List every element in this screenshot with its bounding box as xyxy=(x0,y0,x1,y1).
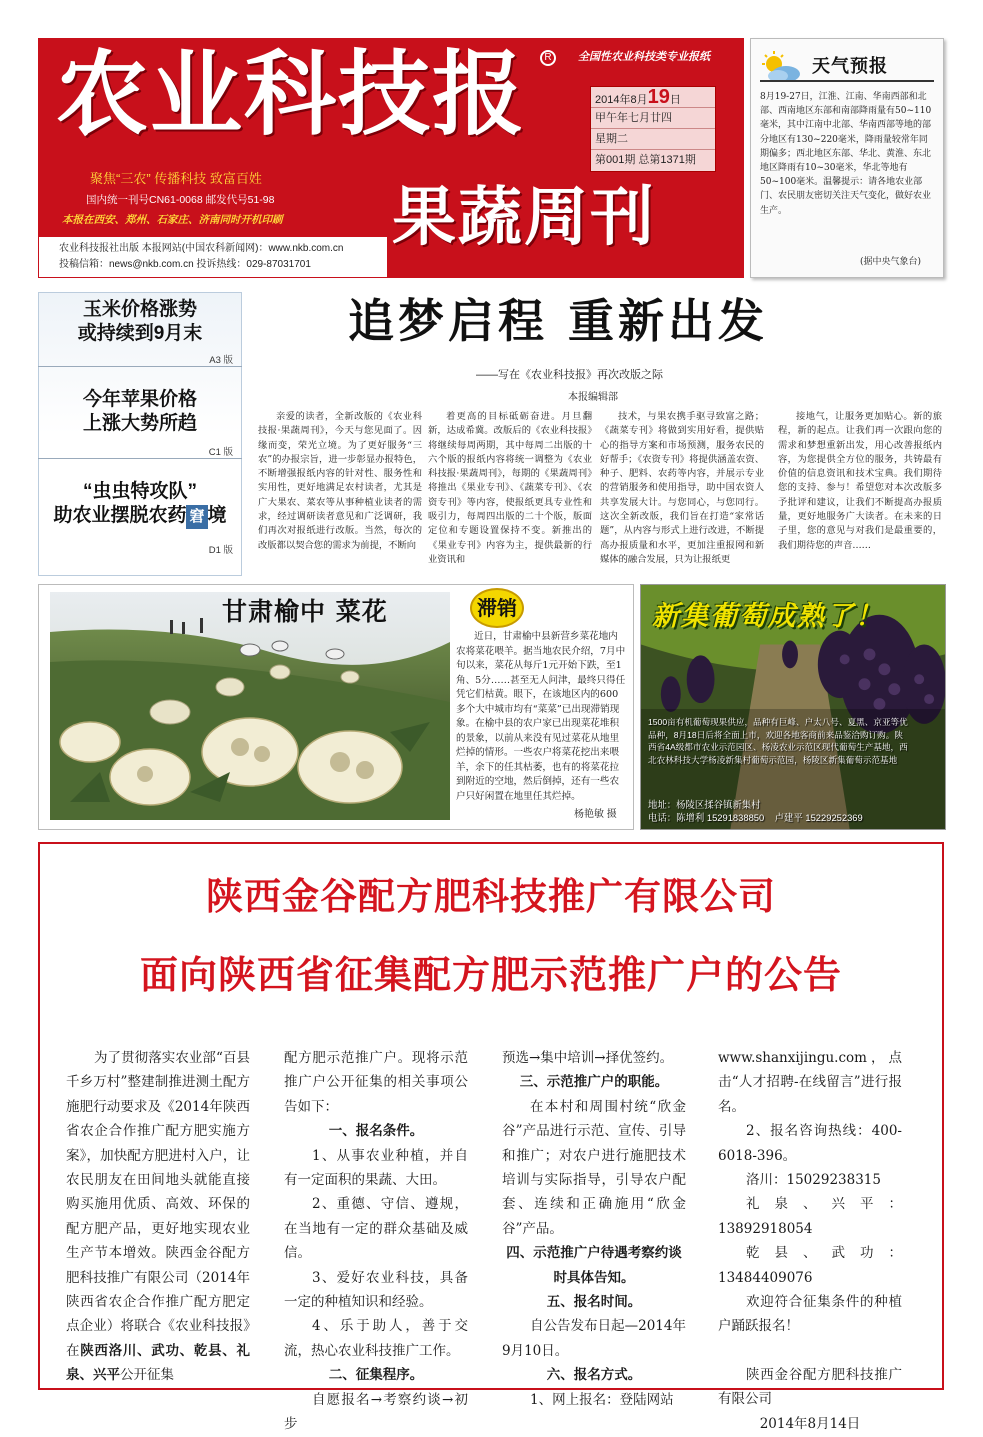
notice-phone-luochuan[interactable]: 洛川：15029238315 xyxy=(746,1172,881,1189)
printing-cities: 本报在西安、郑州、石家庄、济南同时开机印刷 xyxy=(62,214,283,226)
weather-title: 天气预报 xyxy=(812,56,888,77)
issue-date: 2014年8月19日 xyxy=(591,87,715,108)
lead-headline: 追梦启程 重新出发 xyxy=(348,294,769,348)
lead-subtitle: ——写在《农业科技报》再次改版之际 xyxy=(476,369,663,381)
grape-feature-title: 新集葡萄成熟了！ xyxy=(652,601,884,632)
issue-date-day: 19 xyxy=(647,86,670,108)
lead-byline: 本报编辑部 xyxy=(568,392,618,403)
weather-source: (据中央气象台) xyxy=(860,257,922,267)
masthead-tagline: 全国性农业科技类专业报纸 xyxy=(578,51,710,63)
grape-feature-text: 1500亩有机葡萄现果供应，品种有巨峰、户太八号、夏黑、京亚等优品种，8月18日后将全面上市，欢迎各地客商前来品鉴洽购订购。陕西省4A级都市农业示范园区、杨凌农业示范区现代葡萄生产基地，西北农林科技大学杨凌新集村葡萄示范园，杨陵区新集葡萄示范基地 xyxy=(648,717,908,765)
masthead-slogan: 聚焦“三农” 传播科技 致富百姓 xyxy=(90,171,262,186)
issue-number: 第001期 总第1371期 xyxy=(595,154,696,166)
notice-hotline[interactable]: 2、报名咨询热线：400-6018-396。 xyxy=(718,1123,902,1164)
teaser-highlight-tag: 窘 xyxy=(186,505,207,529)
issn-line: 国内统一刊号CN61-0068 邮发代号51-98 xyxy=(86,194,275,206)
grape-phone-2[interactable]: 卢建平 15229252369 xyxy=(774,812,863,823)
newspaper-logo: 农业科技报 xyxy=(56,40,527,148)
unsold-badge: 滞销 xyxy=(470,588,524,628)
issue-date-box xyxy=(590,86,716,172)
notice-column-2: 配方肥示范推广户。现将示范推广户公开征集的相关事项公告如下： 一、报名条件。 1、从事农业种植，并自有一定面积的果蔬、大田。 2、重德、守信、遵规，在当地有一定的群众基础及威信。 3、爱好农业科技，具备一定的种植知识和经验。 4、乐于助人，善于交流，热心农业科技推广工作。 二、征集程序。 自愿报名→考察约谈→初步 xyxy=(284,1050,468,1433)
notice-title-company: 陕西金谷配方肥科技推广有限公司 xyxy=(206,875,776,918)
notice-title-main: 面向陕西省征集配方肥示范推广户的公告 xyxy=(139,953,842,997)
weekly-title: 果蔬周刊 xyxy=(392,180,656,255)
teaser-ref-c1: C1 版 xyxy=(208,447,233,458)
teaser-divider xyxy=(38,458,242,459)
photo-story-text: 近日，甘肃榆中县新营乡菜花地内农将菜花喂羊。据当地农民介绍，7月中旬以来，菜花从每斤1元开始下跌，至1角、5分……甚至无人问津，最终只得任凭它们枯黄。眼下，在该地区内的600多个大中城市均有“菜菜”已出现滞销现象。在榆中县的农户家已出现菜花堆积的景象，以前从来没有见过菜花从地里烂掉的情形。一些农户将菜花挖出来喂羊，余下的任其枯萎，也有的将菜花拉到附近的空地，然后倒掉，还有一些农户只好闲置在地里任其烂掉。 xyxy=(456,631,626,802)
registered-mark: R xyxy=(540,50,556,66)
notice-column-4: www.shanxijingu.com，点击“人才招聘-在线留言”进行报名。 2、报名咨询热线：400-6018-396。 洛川：15029238315 礼泉、兴平：13892918054 乾县、武功：13484409076 欢迎符合征集条件的种植户踊跃报名！ 陕西金谷配方肥科技推广有限公司 2014年8月14日 xyxy=(718,1046,902,1436)
lead-column-4: 接地气，让服务更加贴心。新的旅程，新的起点。让我们再一次跟向您的需求和梦想重新出发，用心改善报纸内容，为您提供全方位的服务，共铸最有价值的信息资讯和技术宝典。我们期待您的支持、参与！希望您对本次改版多予批评和建议，让我们不断提高办报质量，更好地服务广大读者。在未来的日子里，您的意见与对我们是最重要的，我们期待您的声音…… xyxy=(778,411,942,551)
grape-contact xyxy=(648,798,918,824)
grape-phone-1[interactable]: 电话：陈增利 15291838850 xyxy=(648,812,765,823)
weather-divider xyxy=(760,80,934,82)
contact-email-hotline[interactable]: 投稿信箱：news@nkb.com.cn 投诉热线：029-87031701 xyxy=(59,259,311,270)
lead-column-2: 着更高的目标砥砺奋进。月旦翻新，达成希冀。改版后的《农业科技报》将继续每周两期，其中每周二出版的十六个版的报纸内容将统一调整为《农业科技报·果蔬周刊》，每期的《果蔬周刊》将推出《果业专刊》、《蔬菜专刊》、《农资专刊》等内容，使报纸更具专业性和吸引力，每周四出版的二十个版，版面定位和专题设置保持不变。新推出的《果业专刊》内容为主，提供最新的行业资讯和 xyxy=(428,411,592,565)
sun-cloud-icon xyxy=(758,50,804,84)
notice-column-1: 为了贯彻落实农业部“百县千乡万村”整建制推进测土配方施肥行动要求及《2014年陕西省农企合作推广配方肥实施方案》，加快配方肥进村入户，让农民朋友在田间地头就能直接购买施用优质、高效、环保的配方肥产品，更好地实现农业生产节本增效。陕西金谷配方肥科技推广有限公司（2014年陕西省农企合作推广配方肥定点企业）将联合《农业科技报》在陕西洛川、武功、乾县、礼泉、兴平公开征集 xyxy=(66,1050,251,1384)
contact-website[interactable]: 农业科技报社出版 本报网站(中国农科新闻网)：www.nkb.com.cn xyxy=(59,243,344,254)
contact-box xyxy=(38,236,388,278)
notice-phone-qianxian[interactable]: 乾县、武功：13484409076 xyxy=(718,1245,902,1286)
teaser-ref-d1: D1 版 xyxy=(208,545,233,556)
notice-website[interactable]: www.shanxijingu.com，点击“人才招聘-在线留言”进行报名。 xyxy=(718,1050,902,1115)
weekday: 星期二 xyxy=(591,129,715,150)
teaser-divider xyxy=(38,366,242,367)
teaser-apple-price[interactable]: 今年苹果价格 上涨大势所趋 xyxy=(82,389,197,434)
lunar-date: 甲午年七月廿四 xyxy=(591,108,715,129)
photo-story-title: 甘肃榆中 菜花 xyxy=(222,597,388,626)
lead-column-1: 亲爱的读者，全新改版的《农业科技报·果蔬周刊》，今天与您见面了。因缘而变，荣光立境。为了更好服务“三农”的办报宗旨，进一步彰显办报特色，不断增强报纸内容的针对性、服务性和实用性，更好地满足农村读者，尤其是广大果农、菜农等从事种植业读者的需求，经过调研读者意见和广泛调研，我们再次对报纸进行改版。当然，每次的改版都以契合您的需求为前提，不断向 xyxy=(258,411,422,551)
teaser-corn-price[interactable]: 玉米价格涨势 或持续到9月末 xyxy=(77,299,203,344)
grape-address: 地址：杨陵区揉谷镇新集村 xyxy=(648,799,761,810)
lead-column-3: 技术，与果农携手驱寻致富之路；《蔬菜专刊》将做到实用好看，提供贴心的指导方案和市场预测，服务农民的好帮手；《农资专刊》将提供涵盖农资、种子、肥料、农药等内容，并展示专业的营销服务和使用指导，助中国农资人共享发展大计。与您同心，与您同行。这次全新改版，我们旨在打造“家常话题”，从内容与形式上进行改进，不断提高办报质量和水平，更加注重报网和新媒体的融合发展，只为让报纸更 xyxy=(600,411,764,565)
teaser-ref-a3: A3 版 xyxy=(209,355,233,366)
notice-signature: 陕西金谷配方肥科技推广有限公司 xyxy=(718,1366,902,1408)
notice-date: 2014年8月14日 xyxy=(759,1415,861,1432)
weather-body: 8月19-27日，江淮、江南、华南西部和北部、西南地区东部和南部降雨量有50~110毫米，其中江南中北部、华南西部等地的部分地区有130~220毫米，降雨量较常年同期偏多；西北地区东部、华北、黄淮、东北地区降雨有10~30毫米，华北等地有50~100毫米。温馨提示：请各地农业部门、农民朋友密切关注天气变化，做好农业生产。 xyxy=(760,92,932,216)
photo-story-author: 杨艳敏 摄 xyxy=(574,809,617,820)
teaser-insect-squad[interactable]: “虫虫特攻队” 助农业摆脱农药 窘 境 xyxy=(38,480,242,529)
notice-phone-liquan[interactable]: 礼泉、兴平：13892918054 xyxy=(718,1196,902,1237)
notice-column-3: 预选→集中培训→择优签约。 三、示范推广户的职能。 在本村和周围村统“欣金谷”产品进行示范、宣传、引导和推广；对农户进行施肥技术培训与实际指导，引导农户配套、连续和正确施用“欣金谷”产品。 四、示范推广户待遇考察约谈时具体告知。 五、报名时间。 自公告发布日起—2014年9月10日。 六、报名方式。 1、网上报名：登陆网站 xyxy=(502,1050,686,1408)
